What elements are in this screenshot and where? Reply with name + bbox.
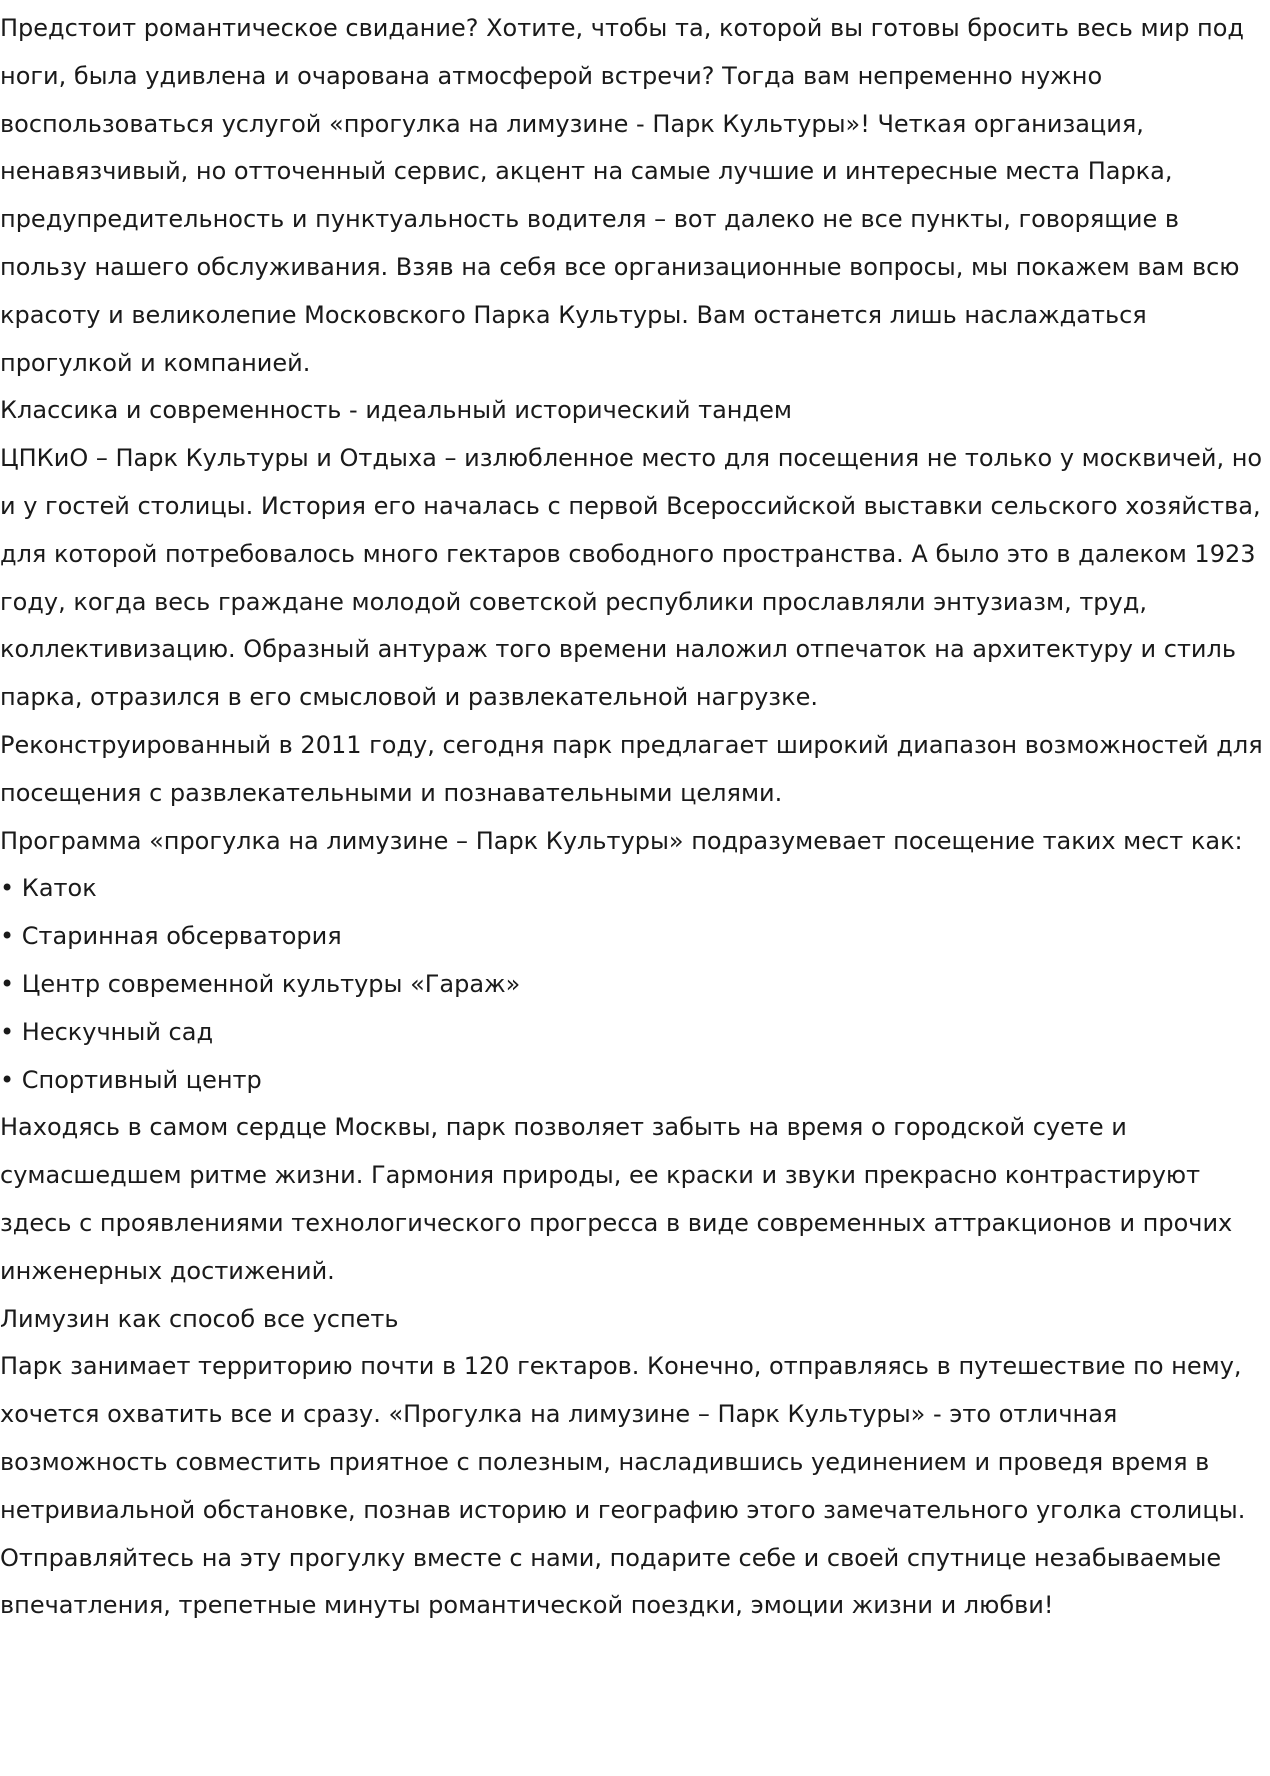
intro-paragraph: Предстоит романтическое свидание? Хотите, чтобы та, которой вы готовы бросить весь мир под ноги, была удивлена и очарована атмосферой встречи? Тогда вам непременно нужно воспользоваться услугой «прогулка на лимузине - Парк Культуры»! Четкая организация, ненавязчивый, но отточенный сервис, акцент на самые лучшие и интересные места Парка, предупредительность и пунктуальность водителя – вот далеко не все пункты, говорящие в пользу нашего обслуживания. Взяв на себя все организационные вопросы, мы покажем вам всю красоту и великолепие Московского Парка Культуры. Вам останется лишь наслаждаться прогулкой и компанией.: [0, 14, 1245, 377]
list-item: • Старинная обсерватория: [0, 922, 342, 951]
closing-paragraph: Парк занимает территорию почти в 120 гектаров. Конечно, отправляясь в путешествие по нему, хочется охватить все и сразу. «Прогулка на лимузине – Парк Культуры» - это отличная возможность совместить приятное с полезным, насладившись уединением и проведя время в нетривиальной обстановке, познав историю и географию этого замечательного уголка столицы. Отправляйтесь на эту прогулку вместе с нами, подарите себе и своей спутнице незабываемые впечатления, трепетные минуты романтической поездки, эмоции жизни и любви!: [0, 1352, 1246, 1620]
list-item: • Центр современной культуры «Гараж»: [0, 969, 521, 998]
places-list: [0, 865, 1268, 1104]
nature-paragraph: Находясь в самом сердце Москвы, парк позволяет забыть на время о городской суете и сумасшедшем ритме жизни. Гармония природы, ее краски и звуки прекрасно контрастируют здесь с проявлениями технологического прогресса в виде современных аттракционов и прочих инженерных достижений.: [0, 1113, 1233, 1285]
list-item: • Нескучный сад: [0, 1017, 214, 1046]
section-heading-classics: Классика и современность - идеальный исторический тандем: [0, 396, 792, 425]
history-paragraph: ЦПКиО – Парк Культуры и Отдыха – излюбленное место для посещения не только у москвичей, но и у гостей столицы. История его началась с первой Всероссийской выставки сельского хозяйства, для которой потребовалось много гектаров свободного пространства. А было это в далеком 1923 году, когда весь граждане молодой советской республики прославляли энтузиазм, труд, коллективизацию. Образный антураж того времени наложил отпечаток на архитектуру и стиль парка, отразился в его смысловой и развлекательной нагрузке.: [0, 444, 1263, 712]
reconstruction-paragraph: Реконструированный в 2011 году, сегодня парк предлагает широкий диапазон возможностей для посещения с развлекательными и познавательными целями.: [0, 730, 1263, 807]
section-heading-limousine: Лимузин как способ все успеть: [0, 1304, 399, 1333]
article-body: [0, 5, 1268, 1630]
list-item: • Спортивный центр: [0, 1065, 262, 1094]
list-item: • Каток: [0, 874, 97, 903]
program-intro-paragraph: Программа «прогулка на лимузине – Парк Культуры» подразумевает посещение таких мест как:: [0, 826, 1243, 855]
